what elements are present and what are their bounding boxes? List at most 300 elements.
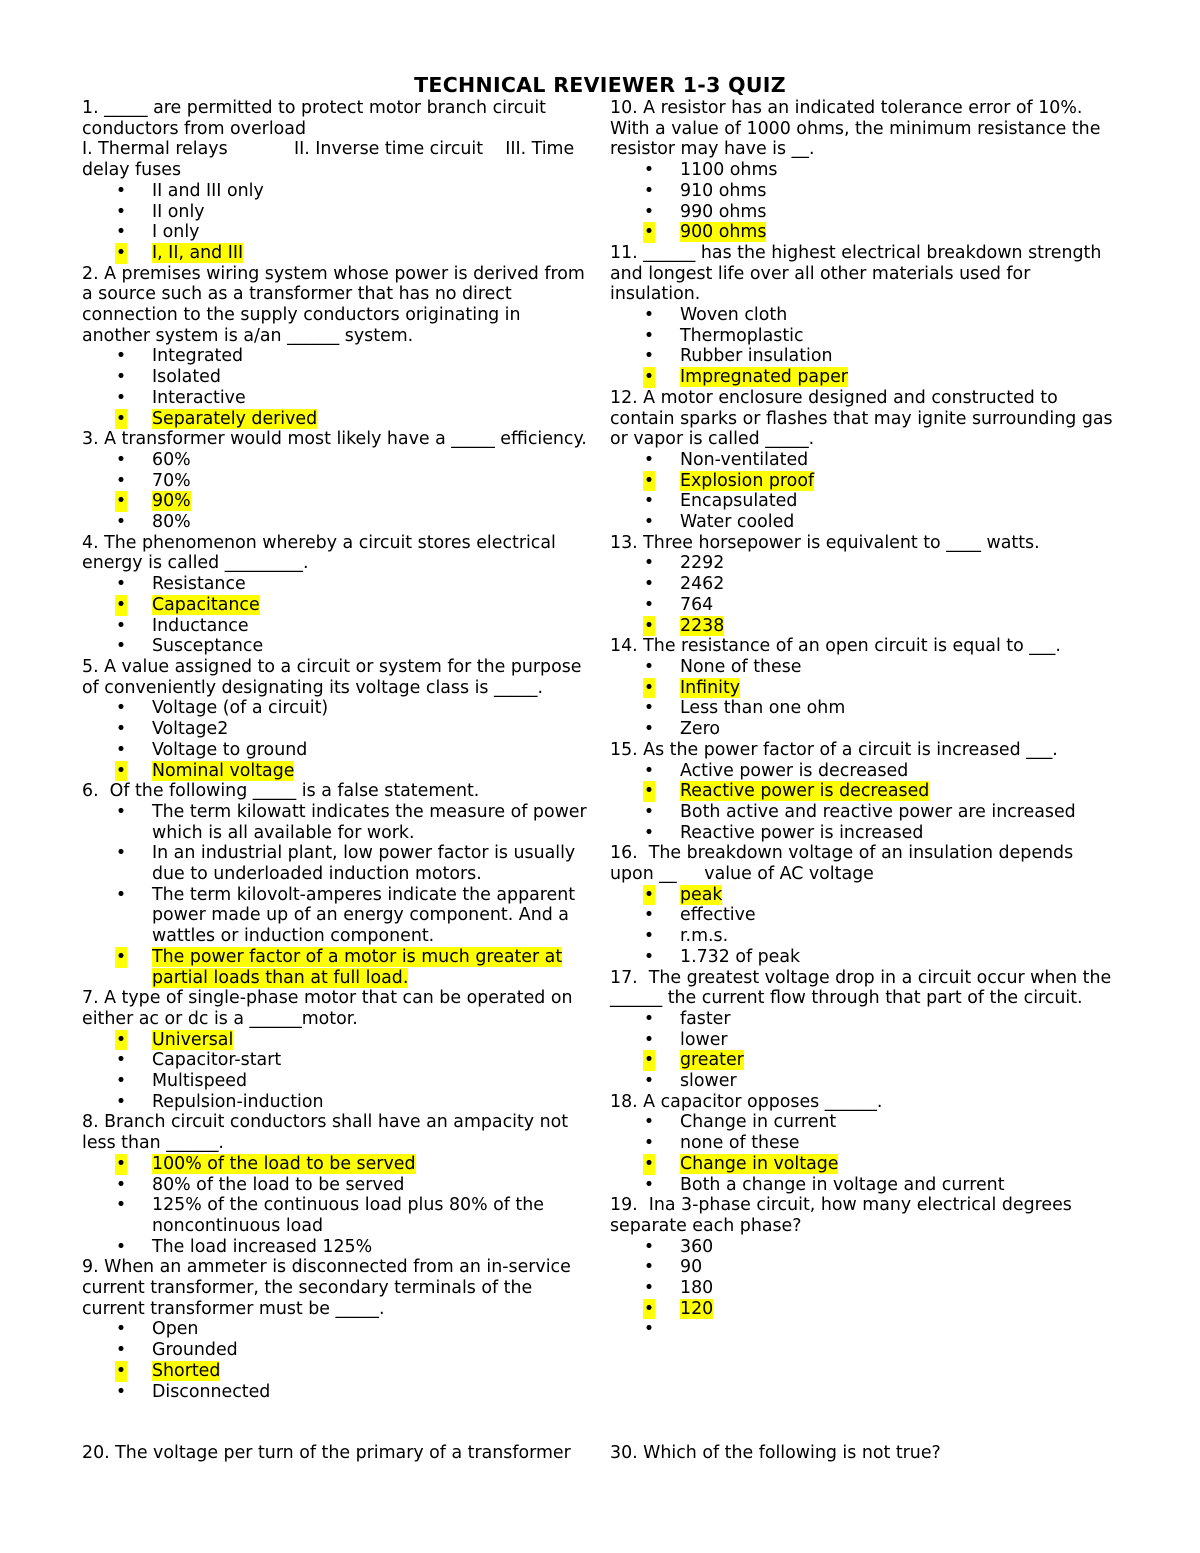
answer-option	[610, 1112, 1115, 1133]
answer-text: Encapsulated	[680, 491, 798, 512]
bullet-icon: •	[115, 387, 127, 408]
bullet-icon: •	[643, 615, 655, 636]
question-text: 1. _____ are permitted to protect motor branch circuit conductors from overload I. Thermal relays II. Inverse time circuit III. Time delay fuses	[82, 98, 575, 181]
answer-wrap	[680, 160, 777, 180]
question-text: 9. When an ammeter is disconnected from an in-service current transformer, the secondary terminals of the current transformer must be _____.	[82, 1257, 577, 1319]
answer-option	[82, 346, 592, 367]
question-block	[82, 1257, 592, 1402]
bullet-icon: •	[643, 884, 655, 905]
answer-options	[610, 1009, 1115, 1092]
answer-text: 100% of the load to be served	[152, 1153, 416, 1174]
answer-text: 2462	[680, 574, 725, 595]
bullet-icon: •	[643, 470, 655, 491]
answer-text: Universal	[152, 1029, 234, 1050]
question-20-text: 20. The voltage per turn of the primary of a transformer	[82, 1443, 571, 1463]
bullet-icon: •	[643, 1133, 655, 1154]
answer-wrap	[680, 823, 923, 843]
bullet-icon: •	[643, 926, 655, 947]
question-block	[82, 781, 592, 988]
answer-wrap	[680, 1133, 800, 1153]
answer-option	[82, 1175, 592, 1196]
answer-wrap	[152, 1175, 404, 1195]
answer-text: Open	[152, 1319, 199, 1340]
answer-text: 90%	[152, 491, 191, 512]
answer-option	[82, 802, 592, 843]
answer-option-correct	[610, 781, 1115, 802]
answer-text: Water cooled	[680, 512, 795, 533]
answer-text: Inductance	[152, 615, 249, 636]
answer-text: Multispeed	[152, 1071, 248, 1092]
answer-option	[82, 885, 592, 947]
answer-wrap	[680, 491, 797, 511]
answer-text: II only	[152, 201, 205, 222]
bullet-icon: •	[115, 1091, 127, 1112]
answer-option-correct	[610, 471, 1115, 492]
bullet-icon: •	[643, 574, 655, 595]
question-text: 3. A transformer would most likely have a _____ efficiency.	[82, 429, 587, 450]
bullet-icon: •	[115, 346, 127, 367]
answer-option	[82, 574, 592, 595]
question-block	[610, 387, 1119, 533]
answer-option-correct	[82, 1154, 592, 1175]
highlighted-answer	[680, 781, 929, 801]
page-title: TECHNICAL REVIEWER 1-3 QUIZ	[414, 73, 786, 97]
answer-text: The term kilowatt indicates the measure of power which is all available for work.	[152, 801, 587, 843]
answer-option-correct	[82, 243, 592, 264]
answer-text: I, II, and III	[152, 242, 244, 263]
bullet-icon: •	[115, 1360, 127, 1381]
highlighted-answer	[152, 1154, 416, 1174]
answer-option	[610, 181, 1115, 202]
answer-option	[82, 719, 592, 740]
answer-option	[610, 1257, 1115, 1278]
answer-option	[610, 1030, 1115, 1051]
answer-text: Voltage to ground	[152, 739, 308, 760]
answer-wrap	[680, 1112, 836, 1132]
bullet-icon: •	[115, 1153, 127, 1174]
answer-option	[610, 574, 1115, 595]
bullet-icon: •	[115, 1029, 127, 1050]
answer-wrap	[680, 1175, 1005, 1195]
answer-option	[610, 595, 1115, 616]
highlighted-answer	[680, 222, 766, 242]
bullet-icon: •	[643, 946, 655, 967]
answer-option	[82, 1319, 592, 1340]
bullet-icon: •	[643, 677, 655, 698]
answer-option	[610, 1175, 1115, 1196]
bullet-icon: •	[643, 512, 655, 533]
answer-options	[610, 885, 1115, 968]
answer-text: Explosion proof	[680, 470, 815, 491]
answer-options	[82, 346, 592, 429]
answer-option	[610, 1133, 1115, 1154]
answer-text: Shorted	[152, 1360, 221, 1381]
bullet-icon: •	[643, 1319, 655, 1340]
highlighted-answer	[680, 367, 848, 387]
highlighted-answer	[680, 616, 724, 636]
question-block	[610, 1195, 1115, 1340]
answer-wrap	[152, 1319, 198, 1339]
answer-text: Capacitance	[152, 594, 260, 615]
question-text: 5. A value assigned to a circuit or system for the purpose of conveniently designating its voltage class is _____.	[82, 656, 588, 698]
answer-text: Capacitor-start	[152, 1050, 282, 1071]
highlighted-answer	[152, 491, 191, 511]
answer-wrap	[152, 181, 264, 201]
answer-wrap	[680, 1257, 702, 1277]
bullet-icon: •	[115, 1319, 127, 1340]
bullet-icon: •	[115, 222, 127, 243]
answer-text: Woven cloth	[680, 305, 788, 326]
bullet-icon: •	[115, 574, 127, 595]
answer-wrap	[152, 367, 221, 387]
bullet-icon: •	[643, 1298, 655, 1319]
answer-option	[610, 1009, 1115, 1030]
highlighted-answer	[680, 1299, 713, 1319]
answer-text: Isolated	[152, 367, 221, 388]
answer-options	[610, 160, 1115, 243]
answer-option	[82, 181, 592, 202]
question-text: 4. The phenomenon whereby a circuit stores electrical energy is called _________.	[82, 532, 562, 574]
answer-text: 764	[680, 594, 714, 615]
answer-wrap	[680, 1009, 731, 1029]
answer-option-correct	[610, 1154, 1115, 1175]
bullet-icon: •	[643, 1071, 655, 1092]
answer-option	[82, 202, 592, 223]
answer-option-correct	[610, 1050, 1115, 1071]
answer-wrap	[152, 616, 249, 636]
answer-text: 900 ohms	[680, 222, 767, 243]
question-block	[82, 264, 592, 430]
question-30-text: 30. Which of the following is not true?	[610, 1443, 941, 1463]
answer-option	[82, 740, 592, 761]
answer-options	[82, 1154, 592, 1258]
answer-text: Active power is decreased	[680, 760, 909, 781]
answer-text: Less than one ohm	[680, 698, 846, 719]
answer-wrap	[152, 346, 243, 366]
answer-text: The power factor of a motor is much greater at partial loads than at full load.	[152, 946, 563, 988]
answer-text: 90	[680, 1257, 703, 1278]
answer-wrap	[680, 346, 833, 366]
bullet-icon: •	[115, 201, 127, 222]
bullet-icon: •	[115, 1174, 127, 1195]
answer-options	[610, 305, 1115, 388]
bullet-icon: •	[643, 719, 655, 740]
answer-option-correct	[610, 1299, 1115, 1320]
answer-text: none of these	[680, 1133, 800, 1154]
answer-text: 80%	[152, 512, 191, 533]
answer-wrap	[680, 574, 724, 594]
question-text: 10. A resistor has an indicated tolerance error of 10%. With a value of 1000 ohms, the minimum resistance the resistor may have is __.	[610, 98, 1106, 160]
bullet-icon: •	[643, 201, 655, 222]
answer-text: Repulsion-induction	[152, 1091, 324, 1112]
bullet-icon: •	[115, 470, 127, 491]
bullet-icon: •	[115, 884, 127, 905]
answer-wrap	[152, 471, 191, 491]
answer-text: The load increased 125%	[152, 1236, 373, 1257]
question-block	[610, 843, 1115, 967]
bullet-icon: •	[643, 1153, 655, 1174]
answer-text: Voltage2	[152, 719, 229, 740]
bullet-icon: •	[115, 636, 127, 657]
bullet-icon: •	[115, 801, 127, 822]
bullet-icon: •	[643, 325, 655, 346]
answer-text: Non-ventilated	[680, 449, 809, 470]
answer-text: The term kilovolt-amperes indicate the apparent power made up of an energy component. And a wattles or induction component.	[152, 884, 576, 947]
answer-option	[610, 491, 1115, 512]
answer-wrap	[680, 657, 802, 677]
answer-wrap	[152, 802, 587, 843]
highlighted-answer	[680, 1050, 744, 1070]
answer-option	[82, 1071, 592, 1092]
answer-wrap	[152, 1382, 270, 1402]
answer-option	[610, 823, 1115, 844]
answer-text: Separately derived	[152, 408, 318, 429]
question-text: 2. A premises wiring system whose power is derived from a source such as a transformer that has no direct connection to the supply conductors originating in another system is a/an ______ system.	[82, 263, 591, 346]
answer-text: Zero	[680, 719, 721, 740]
answer-wrap	[680, 181, 766, 201]
answer-options	[610, 657, 1115, 740]
question-block	[610, 1092, 1115, 1196]
question-block	[82, 98, 592, 264]
highlighted-answer	[152, 1030, 233, 1050]
bullet-icon: •	[643, 553, 655, 574]
answer-wrap	[680, 595, 713, 615]
bullet-icon: •	[643, 1257, 655, 1278]
answer-text: 990 ohms	[680, 201, 767, 222]
answer-wrap	[152, 740, 307, 760]
answer-wrap	[680, 905, 756, 925]
answer-option	[610, 926, 1115, 947]
answer-text: Reactive power is increased	[680, 822, 924, 843]
answer-wrap	[680, 1237, 713, 1257]
answer-option-correct	[610, 616, 1115, 637]
answer-wrap	[152, 450, 191, 470]
answer-option	[82, 616, 592, 637]
bullet-icon: •	[643, 1008, 655, 1029]
question-text: 7. A type of single-phase motor that can be operated on either ac or dc is a ______motor.	[82, 988, 579, 1029]
question-text: 15. As the power factor of a circuit is increased ___.	[610, 739, 1058, 760]
answer-option	[610, 326, 1115, 347]
bullet-icon: •	[115, 739, 127, 760]
highlighted-answer	[680, 678, 740, 698]
bullet-icon: •	[643, 905, 655, 926]
answer-option	[610, 346, 1115, 367]
answer-text: Rubber insulation	[680, 346, 833, 367]
answer-text: Both active and reactive power are increased	[680, 801, 1076, 822]
question-text: 14. The resistance of an open circuit is equal to ___.	[610, 636, 1061, 657]
answer-option	[82, 698, 592, 719]
answer-text: Impregnated paper	[680, 367, 848, 388]
answer-option	[82, 388, 592, 409]
answer-text: Thermoplastic	[680, 325, 804, 346]
question-block	[82, 429, 592, 533]
answer-wrap	[680, 926, 728, 946]
answer-option	[82, 450, 592, 471]
bullet-icon: •	[643, 656, 655, 677]
question-block	[610, 98, 1115, 243]
answer-wrap	[152, 843, 575, 884]
question-text: 18. A capacitor opposes ______.	[610, 1091, 883, 1112]
answer-text: greater	[680, 1050, 744, 1071]
question-text: 6. Of the following _____ is a false statement.	[82, 781, 480, 802]
answer-wrap	[680, 305, 787, 325]
bullet-icon: •	[643, 1174, 655, 1195]
answer-text: 2238	[680, 615, 725, 636]
answer-wrap	[680, 802, 1076, 822]
answer-options	[82, 802, 592, 988]
answer-text: effective	[680, 905, 756, 926]
bullet-icon: •	[115, 843, 127, 864]
answer-wrap	[680, 553, 724, 573]
bullet-icon: •	[115, 367, 127, 388]
answer-option-correct	[610, 367, 1115, 388]
answer-text: 80% of the load to be served	[152, 1174, 405, 1195]
answer-option	[82, 512, 592, 533]
answer-text: Change in current	[680, 1112, 837, 1133]
highlighted-answer	[680, 1154, 838, 1174]
bullet-icon: •	[115, 594, 127, 615]
answer-wrap	[152, 1340, 238, 1360]
answer-wrap	[152, 512, 191, 532]
answer-option	[610, 698, 1115, 719]
answer-options	[610, 1112, 1115, 1195]
answer-text: Susceptance	[152, 636, 264, 657]
answer-text: Grounded	[152, 1340, 238, 1361]
answer-text: Reactive power is decreased	[680, 781, 930, 802]
answer-option	[610, 761, 1115, 782]
question-text: 11. ______ has the highest electrical breakdown strength and longest life over all other materials used for insulation.	[610, 242, 1107, 305]
right-question-column	[610, 98, 1119, 1340]
answer-wrap	[680, 1071, 737, 1091]
answer-wrap	[680, 450, 808, 470]
answer-wrap	[152, 885, 575, 946]
answer-text: lower	[680, 1029, 728, 1050]
answer-option	[82, 471, 592, 492]
bullet-icon: •	[115, 760, 127, 781]
answer-option	[82, 222, 592, 243]
question-block	[610, 740, 1115, 844]
answer-text: Interactive	[152, 387, 246, 408]
answer-wrap	[152, 222, 199, 242]
bullet-icon: •	[643, 1278, 655, 1299]
answer-text: peak	[680, 884, 723, 905]
bullet-icon: •	[643, 781, 655, 802]
answer-text: 125% of the continuous load plus 80% of the noncontinuous load	[152, 1195, 544, 1236]
answer-option	[82, 843, 592, 884]
highlighted-answer	[680, 885, 722, 905]
highlighted-answer	[152, 243, 243, 263]
bullet-icon: •	[115, 408, 127, 429]
answer-text: 1100 ohms	[680, 160, 778, 181]
answer-option-correct	[82, 947, 592, 988]
answer-wrap	[152, 636, 263, 656]
answer-wrap	[152, 698, 328, 718]
answer-text: Resistance	[152, 574, 246, 595]
answer-option-correct	[610, 222, 1115, 243]
answer-wrap	[152, 202, 205, 222]
bullet-icon: •	[643, 760, 655, 781]
answer-text: slower	[680, 1071, 737, 1092]
bullet-icon: •	[643, 449, 655, 470]
bullet-icon: •	[115, 1050, 127, 1071]
answer-text: 360	[680, 1236, 714, 1257]
answer-options	[82, 698, 592, 781]
bullet-icon: •	[643, 367, 655, 388]
left-question-column	[82, 98, 592, 1402]
bullet-icon: •	[643, 801, 655, 822]
answer-options	[610, 1236, 1115, 1340]
answer-wrap	[680, 326, 804, 346]
answer-option-correct	[610, 678, 1115, 699]
bullet-icon: •	[115, 512, 127, 533]
highlighted-answer	[152, 761, 294, 781]
question-block	[82, 1112, 592, 1257]
answer-option	[82, 1340, 592, 1361]
bullet-icon: •	[643, 222, 655, 243]
answer-option-correct	[82, 1030, 592, 1051]
question-text: 12. A motor enclosure designed and constructed to contain sparks or flashes that may ignite surrounding gas or vapor is called _____.	[610, 387, 1119, 450]
answer-options	[610, 553, 1115, 636]
answer-wrap	[152, 388, 246, 408]
answer-option	[610, 1237, 1115, 1258]
answer-option	[610, 719, 1115, 740]
bullet-icon: •	[115, 449, 127, 470]
bullet-icon: •	[643, 1050, 655, 1071]
answer-text: Voltage (of a circuit)	[152, 698, 329, 719]
answer-text: None of these	[680, 656, 802, 677]
bullet-icon: •	[643, 491, 655, 512]
answer-wrap	[680, 1278, 713, 1298]
bullet-icon: •	[643, 305, 655, 326]
answer-option	[610, 160, 1115, 181]
bullet-icon: •	[643, 180, 655, 201]
answer-wrap	[680, 698, 845, 718]
answer-wrap	[152, 574, 246, 594]
bullet-icon: •	[115, 1340, 127, 1361]
answer-options	[82, 1319, 592, 1402]
question-text: 16. The breakdown voltage of an insulation depends upon __ value of AC voltage	[610, 843, 1079, 885]
answer-wrap	[680, 761, 908, 781]
question-block	[82, 657, 592, 781]
answer-wrap	[680, 512, 794, 532]
answer-options	[82, 574, 592, 657]
answer-option	[82, 1237, 592, 1258]
answer-option	[610, 305, 1115, 326]
answer-options	[82, 1030, 592, 1113]
answer-wrap	[152, 1092, 324, 1112]
bullet-icon: •	[643, 594, 655, 615]
answer-option-correct	[82, 761, 592, 782]
bullet-icon: •	[115, 615, 127, 636]
answer-option-correct	[610, 885, 1115, 906]
bullet-icon: •	[643, 346, 655, 367]
bullet-icon: •	[115, 180, 127, 201]
answer-option-correct	[82, 1361, 592, 1382]
answer-option	[82, 367, 592, 388]
answer-wrap	[152, 1050, 281, 1070]
answer-option-correct	[82, 409, 592, 430]
answer-text: 70%	[152, 470, 191, 491]
answer-wrap	[680, 1030, 728, 1050]
question-text: 17. The greatest voltage drop in a circuit occur when the ______ the current flow through that part of the circuit.	[610, 967, 1117, 1009]
answer-option	[82, 1092, 592, 1113]
bullet-icon: •	[643, 160, 655, 181]
answer-options	[82, 181, 592, 264]
answer-option	[610, 657, 1115, 678]
answer-options	[610, 761, 1115, 844]
answer-option	[610, 947, 1115, 968]
answer-text: 180	[680, 1278, 714, 1299]
